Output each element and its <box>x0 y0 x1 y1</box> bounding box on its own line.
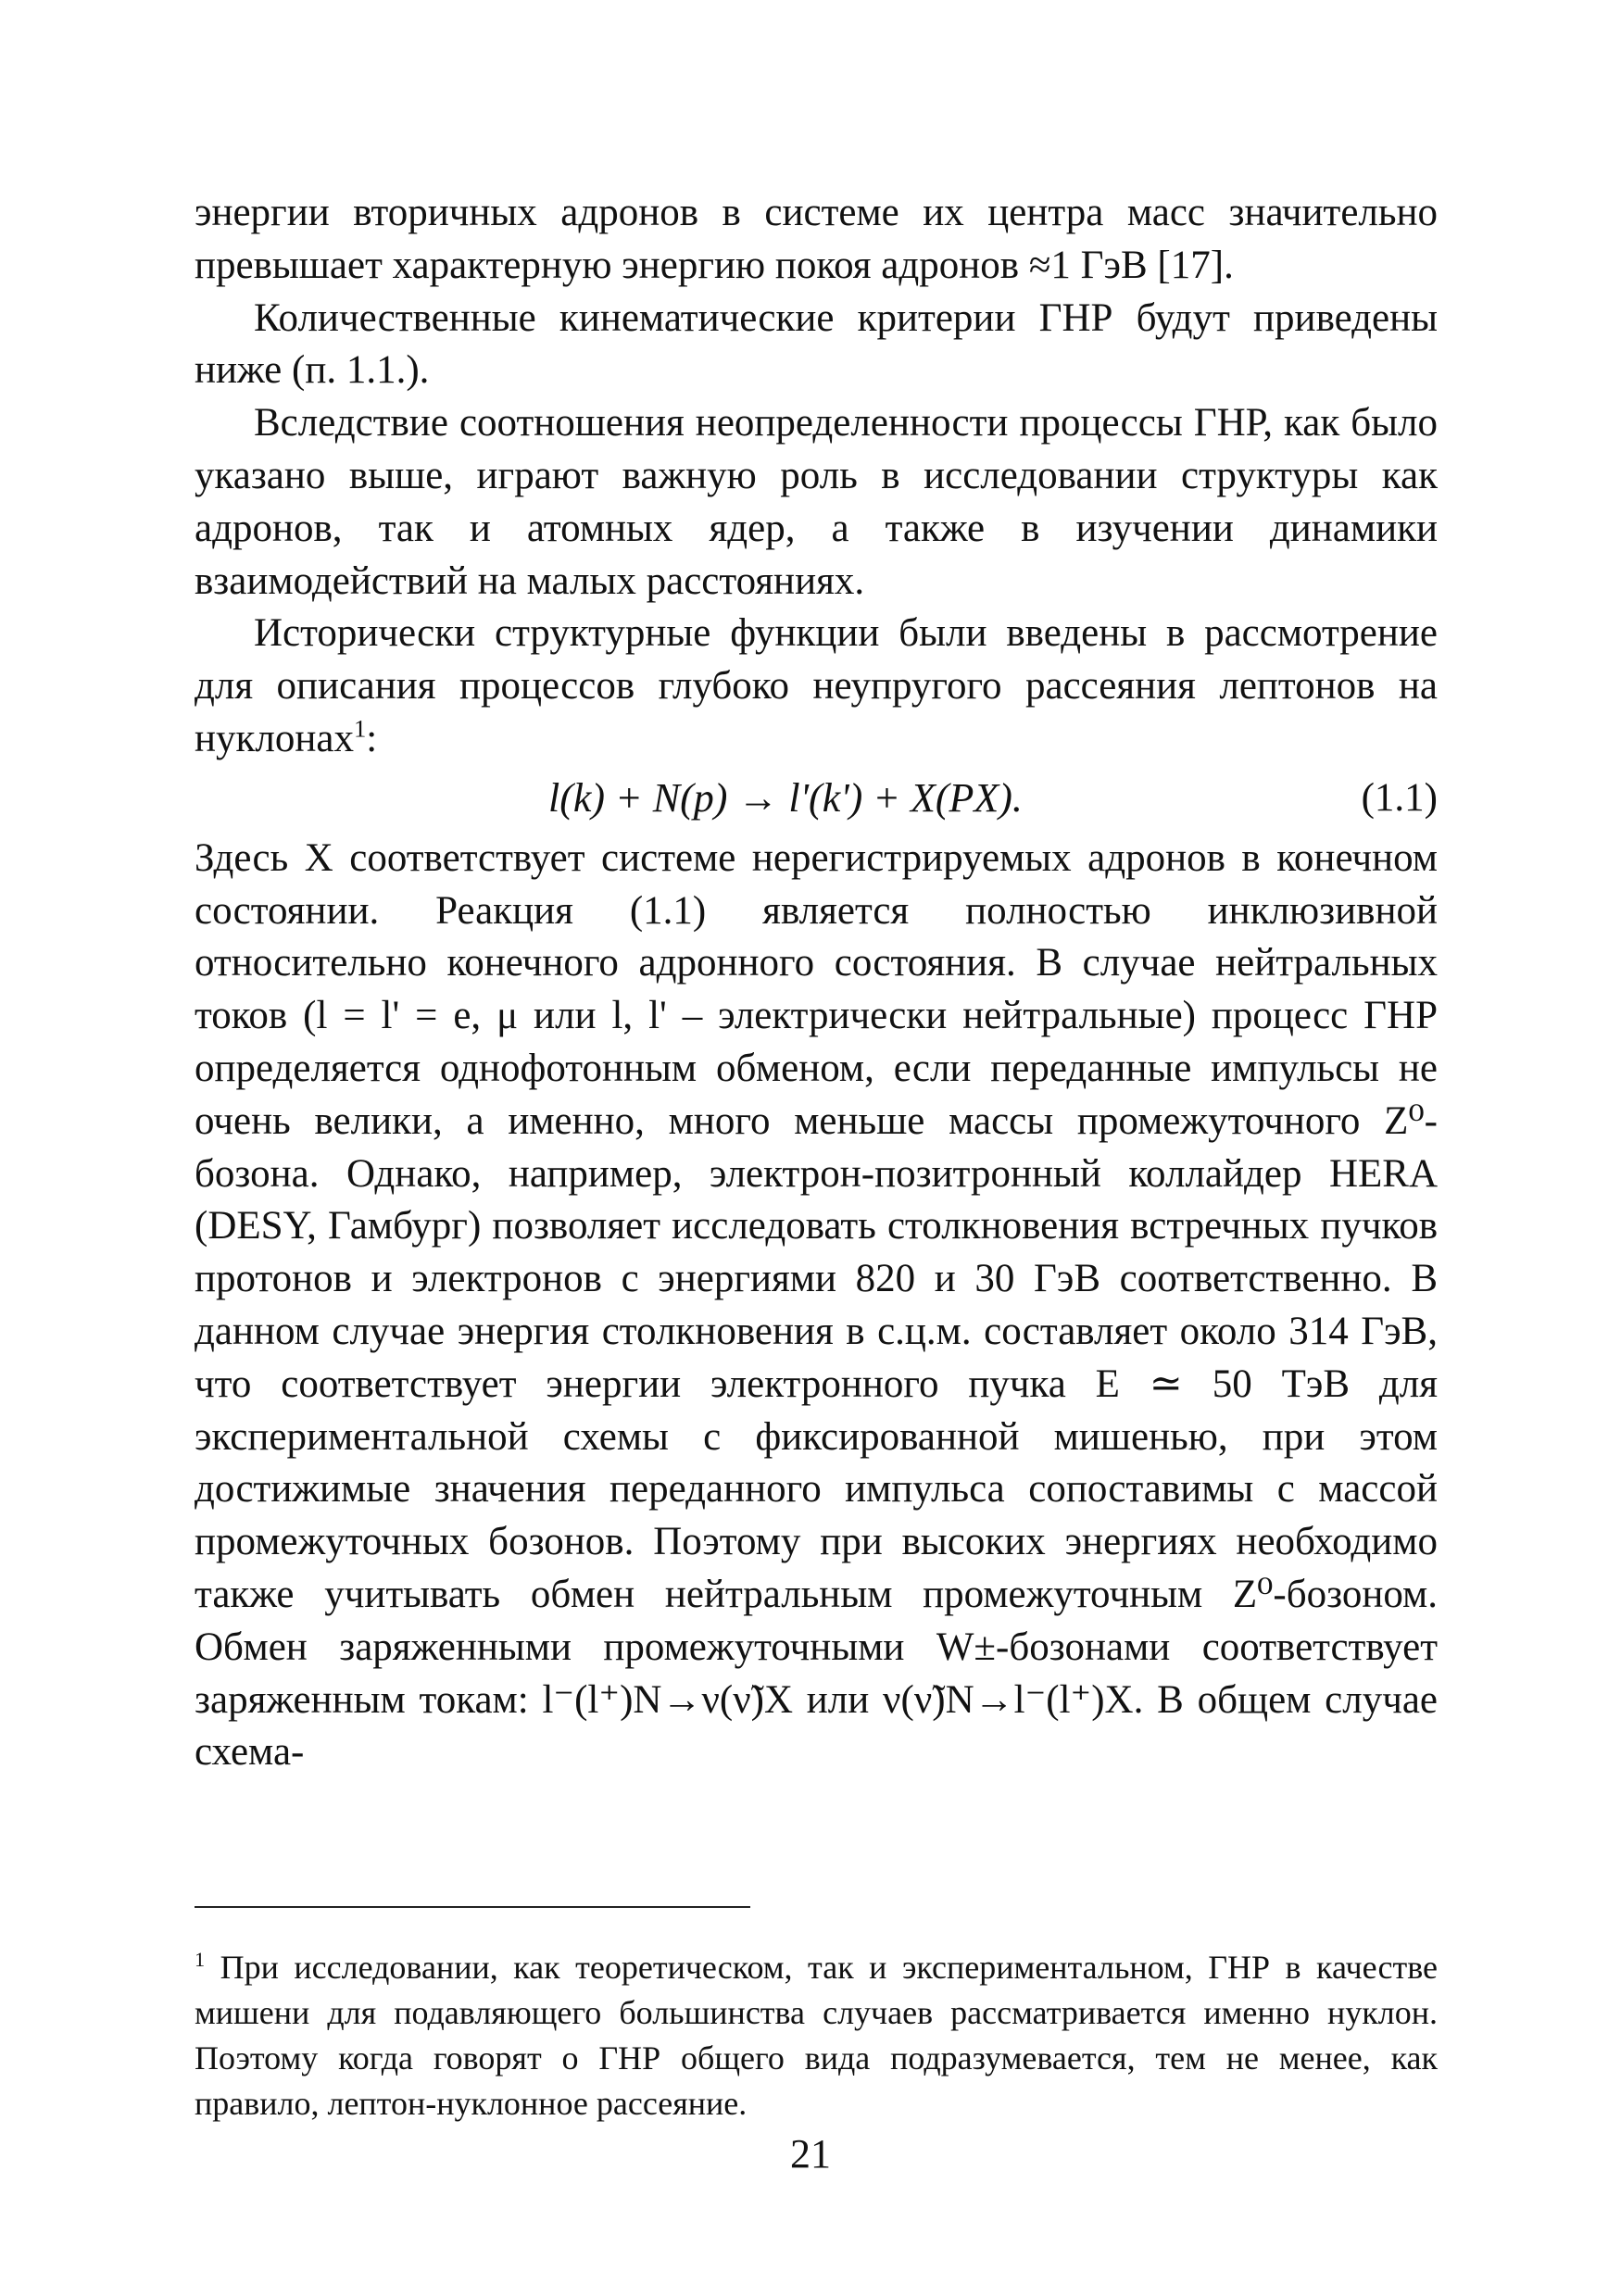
paragraph-1: энергии вторичных адронов в системе их центра масс значительно превышает характерную энергию покоя адронов ≈1 ГэВ [17]. <box>195 191 1438 287</box>
equation-1-1 <box>195 768 1438 829</box>
footnote-text: При исследовании, как теоретическом, так и экспериментальном, ГНР в качестве мишени для подавляющего большинства случаев рассматривается именно нуклон. Поэтому когда говорят о ГНР общего вида подразумевается, тем не менее, как правило, лептон-нуклонное рассеяние. <box>195 1949 1438 2122</box>
footnote-mark: 1 <box>195 1948 206 1971</box>
paragraph-2: Количественные кинематические критерии ГНР будут приведены ниже (п. 1.1.). <box>195 295 1438 393</box>
footnote-reference: 1 <box>353 714 367 743</box>
equation-number: (1.1) <box>1361 775 1438 820</box>
footnote <box>195 1945 1438 2127</box>
body-text <box>195 187 1438 1779</box>
paragraph-5: Здесь X соответствует системе нерегистрируемых адронов в конечном состоянии. Реакция (1.1) является полностью инклюзивной относительно конечного адронного состояния. В случае нейтральных токов (l = l' = e, μ или l, l' – электрически нейтральные) процесс ГНР определяется однофотонным обменом, если переданные импульсы не очень велики, а именно, много меньше массы промежуточного Z⁰-бозона. Однако, например, электрон-позитронный коллайдер HERA (DESY, Гамбург) позволяет исследовать столкновения встречных пучков протонов и электронов с энергиями 820 и 30 ГэВ соответственно. В данном случае энергия столкновения в с.ц.м. составляет около 314 ГэВ, что соответствует энергии электронного пучка E ≃ 50 ТэВ для экспериментальной схемы с фиксированной мишенью, при этом достижимые значения переданного импульса сопоставимы с массой промежуточных бозонов. Поэтому при высоких энергиях необходимо также учитывать обмен нейтральным промежуточным Z⁰-бозоном. Обмен заряженными промежуточными W±-бозонами соответствует заряженным токам: l⁻(l⁺)N→ν(ν̃)X или ν(ν̃)N→l⁻(l⁺)X. В общем случае схема- <box>195 835 1438 1775</box>
paragraph-4-text: Исторически структурные функции были введены в рассмотрение для описания процессов глубоко неупругого рассеяния лептонов на нуклонах <box>195 611 1438 760</box>
paragraph-3: Вследствие соотношения неопределенности процессы ГНР, как было указано выше, играют важную роль в исследовании структуры как адронов, так и атомных ядер, а также в изучении динамики взаимодействий на малых расстояниях. <box>195 401 1438 603</box>
paragraph-4 <box>195 608 1438 765</box>
page-number: 21 <box>790 2131 831 2177</box>
paragraph-4-colon: : <box>366 716 378 760</box>
equation-body: l(k) + N(p) → l'(k') + X(PX). <box>548 774 1023 821</box>
footnote-divider <box>195 1906 750 1908</box>
